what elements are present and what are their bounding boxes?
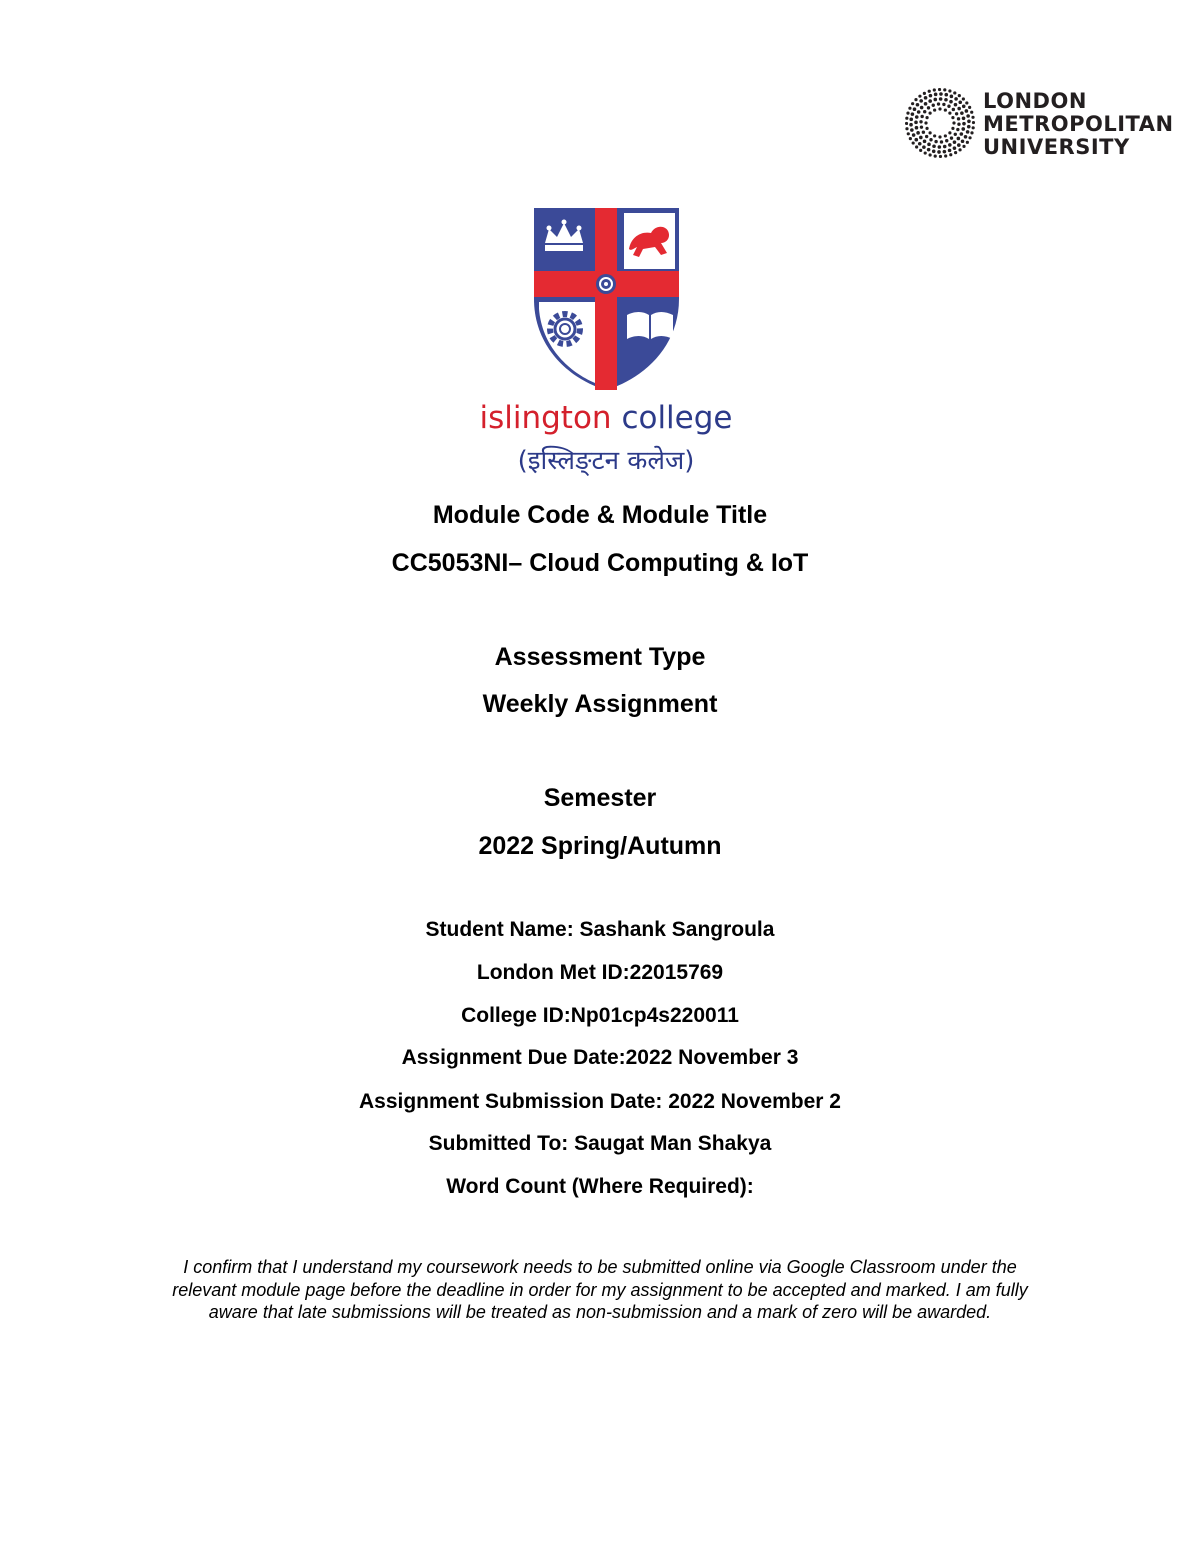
starburst-dot <box>915 115 919 119</box>
lmu-line-1: LONDON <box>983 89 1087 113</box>
starburst-dot <box>927 148 931 152</box>
islington-college-wordmark <box>0 398 1200 438</box>
starburst-dot <box>928 153 931 156</box>
starburst-dot <box>911 112 915 116</box>
starburst-dot <box>957 117 960 120</box>
starburst-dot <box>957 123 960 126</box>
detail-college-id: College ID:Np01cp4s220011 <box>461 1004 739 1027</box>
starburst-dot <box>949 153 952 156</box>
declaration-text: I confirm that I understand my coursework needs to be submitted online via Google Classroom under the relevant module page before the deadline in order for my assignment to be accepted and marked. I am fully aware that late submissions will be treated as non-submission and a mark of zero will be awarded. <box>172 1257 1028 1322</box>
starburst-dot <box>948 143 952 147</box>
starburst-dot <box>972 121 975 124</box>
starburst-dot <box>925 135 928 138</box>
starburst-dot <box>938 88 941 91</box>
starburst-dot <box>919 136 923 140</box>
wordmark-islington: islington <box>479 400 612 436</box>
starburst-dot <box>915 126 919 130</box>
starburst-dot <box>909 137 912 140</box>
starburst-dot <box>966 130 970 134</box>
starburst-dot <box>910 128 914 132</box>
starburst-dot <box>954 103 958 107</box>
semester-value: 2022 Spring/Autumn <box>478 832 722 860</box>
starburst-dot <box>924 121 927 124</box>
starburst-dot <box>914 138 918 142</box>
starburst-dot <box>944 154 947 157</box>
starburst-dot <box>916 103 920 107</box>
starburst-dot <box>942 103 945 106</box>
starburst-dot <box>929 138 932 141</box>
starburst-dot <box>906 111 909 114</box>
starburst-dot <box>966 141 969 144</box>
starburst-dot <box>940 140 943 143</box>
starburst-dot <box>919 149 922 152</box>
starburst-dot <box>944 93 948 97</box>
starburst-dot <box>920 125 923 128</box>
lmu-line-2: METROPOLITAN <box>983 112 1174 136</box>
starburst-dot <box>967 120 971 124</box>
starburst-dot <box>937 150 941 154</box>
starburst-dot <box>944 98 948 102</box>
starburst-dot <box>927 106 930 109</box>
islington-college-devanagari: (इस्लिङ्टन कलेज) <box>517 446 695 476</box>
starburst-dot <box>957 107 961 111</box>
starburst-dot <box>933 98 937 102</box>
starburst-dot <box>962 122 966 126</box>
starburst-dot <box>932 144 936 148</box>
starburst-dot <box>929 131 932 134</box>
starburst-dot <box>915 145 918 148</box>
starburst-dot <box>914 121 918 125</box>
starburst-dot <box>962 116 966 120</box>
starburst-dot <box>951 127 954 130</box>
starburst-dot <box>905 122 908 125</box>
starburst-dot <box>924 102 928 106</box>
wordmark-college: college <box>621 400 733 436</box>
detail-student-name: Student Name: Sashank Sangroula <box>425 918 775 941</box>
detail-due-date: Assignment Due Date:2022 November 3 <box>401 1046 799 1069</box>
starburst-dot <box>953 140 957 144</box>
starburst-dot <box>932 104 935 107</box>
london-met-starburst-icon <box>905 88 975 158</box>
starburst-dot <box>911 102 914 105</box>
starburst-dot <box>962 105 966 109</box>
starburst-dot <box>907 132 910 135</box>
detail-london-met-id: London Met ID:22015769 <box>476 961 724 984</box>
starburst-dot <box>938 135 941 138</box>
starburst-dot <box>923 110 926 113</box>
starburst-dot <box>966 114 970 118</box>
starburst-dot <box>958 148 961 151</box>
lmu-line-3: UNIVERSITY <box>983 135 1130 159</box>
starburst-dot <box>958 94 961 97</box>
starburst-dot <box>947 105 950 108</box>
starburst-dot <box>948 112 951 115</box>
starburst-dot <box>965 109 969 113</box>
starburst-dot <box>933 134 936 137</box>
starburst-dot <box>954 97 958 101</box>
starburst-dot <box>949 100 953 104</box>
starburst-dot <box>932 150 936 154</box>
starburst-dot <box>908 107 911 110</box>
starburst-dot <box>928 99 932 103</box>
starburst-dot <box>924 96 928 100</box>
starburst-dot <box>934 140 937 143</box>
starburst-dot <box>970 111 973 114</box>
starburst-dot <box>939 92 943 96</box>
starburst-dot <box>954 133 957 136</box>
starburst-dot <box>923 92 926 95</box>
starburst-dot <box>943 88 946 91</box>
detail-submitted-to: Submitted To: Saugat Man Shakya <box>428 1132 772 1155</box>
starburst-dot <box>967 125 971 129</box>
islington-crest-icon <box>533 207 680 391</box>
starburst-dot <box>929 112 932 115</box>
starburst-dot <box>927 143 931 147</box>
assessment-label: Assessment Type <box>494 643 706 671</box>
starburst-dot <box>952 108 955 111</box>
starburst-dot <box>922 145 926 149</box>
starburst-dot <box>925 127 928 130</box>
starburst-dot <box>957 143 961 147</box>
starburst-dot <box>957 137 961 141</box>
starburst-dot <box>918 142 922 146</box>
starburst-dot <box>912 133 916 137</box>
starburst-dot <box>961 127 965 131</box>
starburst-dot <box>960 132 964 136</box>
starburst-dot <box>968 136 971 139</box>
starburst-dot <box>920 106 924 110</box>
starburst-dot <box>948 149 952 153</box>
starburst-dot <box>960 111 964 115</box>
london-met-wordmark <box>983 90 1174 159</box>
starburst-dot <box>954 151 957 154</box>
starburst-dot <box>919 99 923 103</box>
london-met-logo <box>905 88 1174 160</box>
module-label: Module Code & Module Title <box>432 501 768 529</box>
starburst-dot <box>955 112 958 115</box>
starburst-dot <box>965 101 968 104</box>
starburst-dot <box>938 107 941 110</box>
starburst-dot <box>951 116 954 119</box>
starburst-dot <box>939 97 943 101</box>
starburst-dot <box>928 90 931 93</box>
starburst-dot <box>970 131 973 134</box>
starburst-dot <box>919 120 922 123</box>
starburst-dot <box>944 108 947 111</box>
starburst-dot <box>964 135 968 139</box>
starburst-dot <box>950 136 953 139</box>
starburst-dot <box>948 89 951 92</box>
starburst-dot <box>944 134 947 137</box>
starburst-dot <box>968 106 971 109</box>
starburst-dot <box>929 94 933 98</box>
starburst-dot <box>909 123 913 127</box>
starburst-dot <box>905 127 908 130</box>
detail-submission-date: Assignment Submission Date: 2022 November 2 <box>359 1090 841 1113</box>
starburst-dot <box>912 141 915 144</box>
starburst-dot <box>961 139 965 143</box>
starburst-dot <box>971 116 974 119</box>
starburst-dot <box>945 139 948 142</box>
starburst-dot <box>918 95 921 98</box>
starburst-dot <box>938 145 942 149</box>
starburst-dot <box>913 107 917 111</box>
starburst-dot <box>934 93 938 97</box>
starburst-dot <box>962 97 965 100</box>
starburst-dot <box>943 150 947 154</box>
starburst-dot <box>920 115 923 118</box>
starburst-dot <box>972 126 975 129</box>
semester-label: Semester <box>543 784 657 812</box>
detail-word-count: Word Count (Where Required): <box>446 1175 754 1198</box>
starburst-dot <box>950 95 954 99</box>
starburst-dot <box>909 118 913 122</box>
starburst-dot <box>943 145 947 149</box>
starburst-dot <box>923 140 927 144</box>
starburst-dot <box>937 102 940 105</box>
starburst-dot <box>953 91 956 94</box>
starburst-dot <box>916 131 920 135</box>
starburst-dot <box>925 116 928 119</box>
starburst-dot <box>958 100 962 104</box>
assessment-value: Weekly Assignment <box>482 690 718 718</box>
starburst-dot <box>956 128 959 131</box>
starburst-dot <box>914 98 917 101</box>
starburst-dot <box>924 151 927 154</box>
starburst-dot <box>934 155 937 158</box>
starburst-dot <box>922 131 925 134</box>
starburst-dot <box>917 110 921 114</box>
starburst-dot <box>933 88 936 91</box>
starburst-dot <box>953 146 957 150</box>
starburst-dot <box>962 145 965 148</box>
module-value: CC5053NI– Cloud Computing & IoT <box>391 549 809 577</box>
starburst-dot <box>905 117 908 120</box>
starburst-dot <box>948 131 951 134</box>
starburst-dot <box>952 121 955 124</box>
starburst-dot <box>939 155 942 158</box>
starburst-dot <box>933 108 936 111</box>
